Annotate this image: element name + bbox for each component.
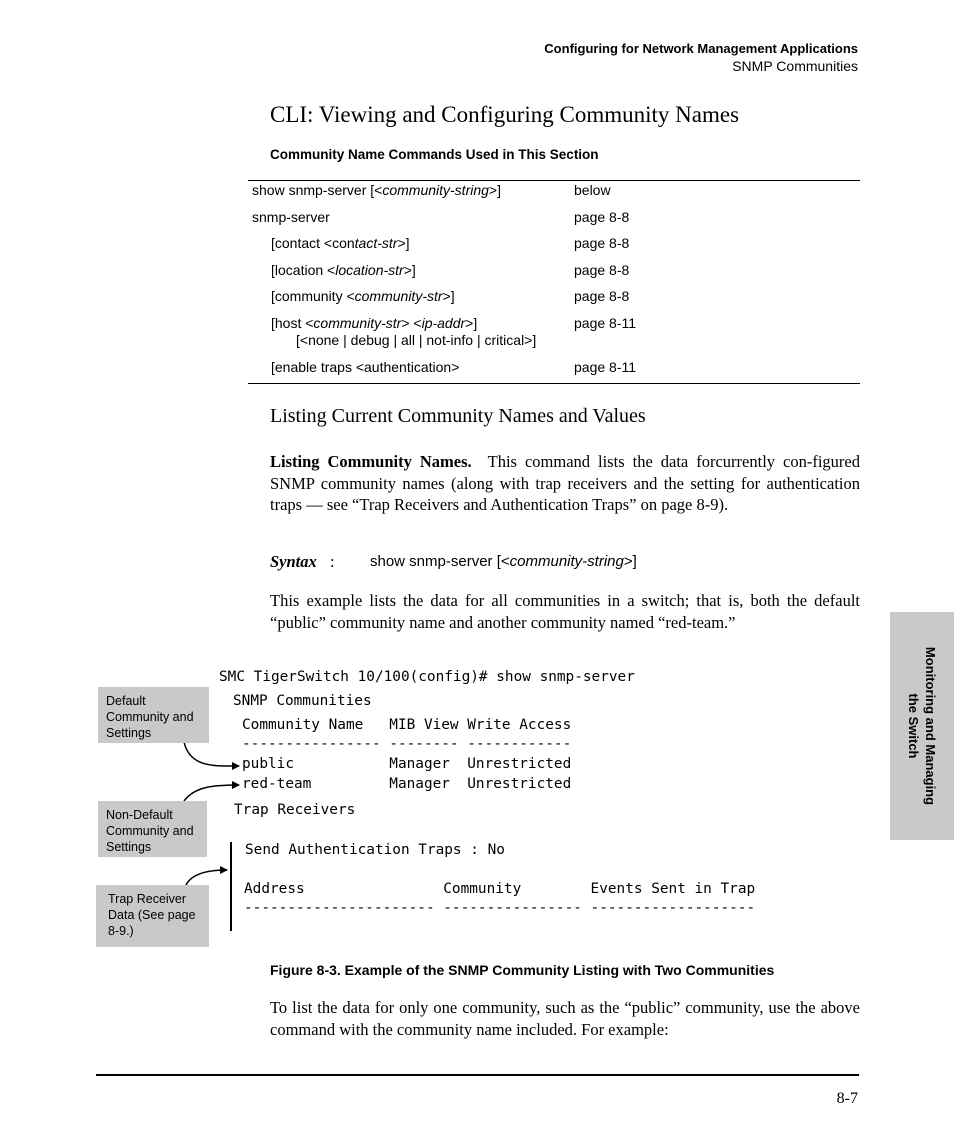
- terminal-row-red-team: red-team Manager Unrestricted: [242, 776, 572, 792]
- terminal-prompt-line: SMC TigerSwitch 10/100(config)# show snmp-server: [219, 669, 635, 685]
- command-ref: page 8-8: [574, 235, 630, 251]
- command-ref: page 8-8: [574, 209, 630, 225]
- command-ref: page 8-8: [574, 288, 630, 304]
- commands-heading: Community Name Commands Used in This Section: [270, 147, 599, 162]
- page-number: 8-7: [836, 1090, 858, 1107]
- command-row: [contact <contact-str>]: [271, 235, 410, 251]
- terminal-address-header: Address Community Events Sent in Trap: [244, 881, 756, 897]
- paragraph-run-in-heading: Listing Community Names.: [270, 452, 472, 471]
- command-row-continuation: [<none | debug | all | not-info | critical>]: [296, 332, 537, 348]
- command-ref: page 8-11: [574, 315, 637, 331]
- side-tab-text: Monitoring and Managing the Switch: [906, 646, 938, 806]
- chapter-side-tab: [890, 612, 954, 840]
- syntax-label: Syntax: [270, 552, 317, 571]
- page-title: CLI: Viewing and Configuring Community Names: [270, 102, 740, 127]
- command-row: show snmp-server [<community-string>]: [252, 182, 501, 198]
- running-header-section: SNMP Communities: [732, 58, 858, 74]
- arrow-default: [184, 742, 239, 766]
- arrow-nondefault: [184, 785, 239, 801]
- terminal-trap-title: Trap Receivers: [234, 802, 356, 818]
- terminal-address-rule: ---------------------- ---------------- -------------------: [244, 900, 756, 916]
- arrow-trap: [186, 870, 227, 885]
- syntax-command: show snmp-server [<community-string>]: [370, 553, 637, 570]
- command-row: snmp-server: [252, 209, 330, 225]
- command-row: [enable traps <authentication>: [271, 359, 460, 375]
- terminal-snmp-title: SNMP Communities: [233, 693, 372, 709]
- command-ref: page 8-8: [574, 262, 630, 278]
- callout-trap-receiver: Trap Receiver Data (See page 8-9.): [96, 885, 209, 947]
- terminal-auth-line: Send Authentication Traps : No: [245, 842, 505, 858]
- paragraph-single-community: To list the data for only one community, such as the “public” community, use the above command with the community name included. For example:: [270, 998, 860, 1039]
- paragraph-body: This command lists the data forcurrently con-figured SNMP community names (along with trap receivers and the setting for authentication traps — see “Trap Receivers and Authentication Traps” on page 8-9).: [270, 452, 860, 514]
- callout-nondefault-community: Non-Default Community and Settings: [98, 801, 207, 857]
- command-ref: page 8-11: [574, 359, 637, 375]
- command-row: [location <location-str>]: [271, 262, 416, 278]
- syntax-colon: :: [330, 552, 335, 571]
- command-row: [host <community-str> <ip-addr>]: [271, 315, 478, 331]
- callout-default-community: Default Community and Settings: [98, 687, 209, 743]
- figure-caption: Figure 8-3. Example of the SNMP Community Listing with Two Communities: [270, 962, 775, 978]
- section-heading: Listing Current Community Names and Values: [270, 405, 646, 427]
- terminal-community-header: Community Name MIB View Write Access: [242, 717, 572, 733]
- footer-rule: [96, 1074, 859, 1076]
- terminal-community-rule: ---------------- -------- ------------: [242, 736, 572, 752]
- command-row: [community <community-str>]: [271, 288, 455, 304]
- running-header-chapter: Configuring for Network Management Applications: [544, 41, 858, 56]
- terminal-row-public: public Manager Unrestricted: [242, 756, 572, 772]
- command-ref: below: [574, 182, 611, 198]
- paragraph-example-intro: This example lists the data for all communities in a switch; that is, both the default “public” community name and another community named “red-team.”: [270, 591, 860, 632]
